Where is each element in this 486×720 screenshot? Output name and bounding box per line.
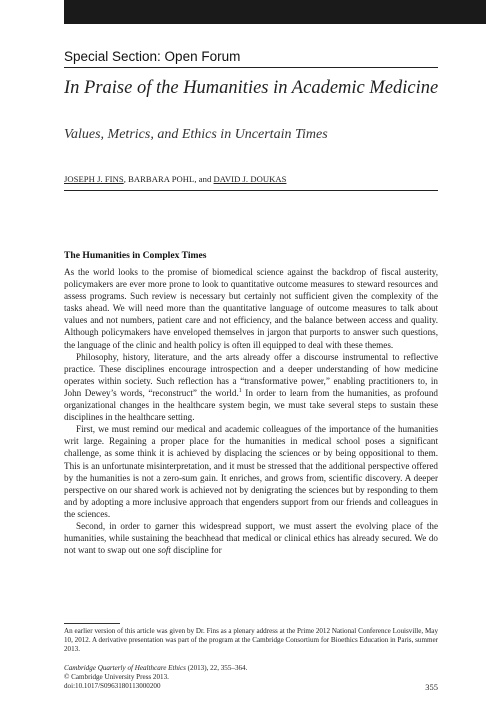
doi[interactable]: doi:10.1017/S0963180113000200 bbox=[64, 682, 161, 691]
paragraph-text: In order to learn from the humanities, as profound organizational changes in the healthcare system begin, we must take several steps to sustain these disciplines in the healthcare setting. bbox=[64, 387, 438, 423]
journal-issue: (2013), 22, 355–364. bbox=[185, 664, 248, 672]
page-number: 355 bbox=[425, 682, 438, 692]
paragraph bbox=[64, 351, 438, 424]
author-line bbox=[64, 174, 286, 184]
paragraph bbox=[64, 520, 438, 556]
footnote: An earlier version of this article was given by Dr. Fins as a plenary address at the Prime 2012 National Conference Louisville, May 10, 2012. A derivative presentation was part of the program at the Cambridge Consortium for Bioethics Education in Paris, summer 2013. bbox=[64, 627, 438, 654]
article-body bbox=[64, 266, 438, 556]
author-link-doukas[interactable]: DAVID J. DOUKAS bbox=[213, 174, 287, 184]
reference-marker[interactable]: 1 bbox=[238, 387, 242, 394]
author-pohl: BARBARA POHL bbox=[128, 174, 195, 184]
section-rule bbox=[64, 67, 438, 68]
footnote-rule bbox=[64, 623, 120, 624]
article-title: In Praise of the Humanities in Academic Medicine bbox=[64, 78, 439, 98]
journal-citation bbox=[64, 664, 438, 673]
author-separator: , bbox=[123, 174, 129, 184]
header-bar bbox=[64, 0, 486, 24]
author-separator: , and bbox=[194, 174, 214, 184]
copyright: © Cambridge University Press 2013. bbox=[64, 673, 169, 682]
section-label: Special Section: Open Forum bbox=[64, 49, 241, 64]
paragraph-text: discipline for bbox=[170, 545, 222, 556]
journal-info bbox=[64, 664, 438, 691]
paragraph-text: Second, in order to garner this widespread support, we must assert the evolving place of the humanities, while sustaining the beachhead that medical or clinical ethics has already secured. We do not want to swap out one bbox=[64, 520, 438, 556]
authors-rule bbox=[64, 190, 438, 191]
emphasis-text: soft bbox=[157, 545, 171, 556]
paragraph-text: Philosophy, history, literature, and the arts already offer a discourse instrumental to reflective practice. These disciplines encourage introspection and a deeper understanding of how medicine operates within society. Such reflection has a “transformative power,” enabling practitioners to, in John Dewey’s words, “reconstruct” the world. bbox=[64, 351, 438, 398]
journal-name: Cambridge Quarterly of Healthcare Ethics bbox=[64, 664, 186, 672]
section-heading: The Humanities in Complex Times bbox=[64, 250, 207, 261]
paragraph: As the world looks to the promise of biomedical science against the backdrop of fiscal austerity, policymakers are ever more prone to look to quantitative outcome measures to steward resources and assess programs. Such review is necessary but certainly not sufficient given the complexity of the tasks ahead. We will need more than the quantitative language of outcome measures to talk about values and not numbers, patient care and not efficiency, and the balance between access and quality. Although policymakers have enveloped themselves in jargon that purports to answer such questions, the language of the clinic and health policy is often ill equipped to deal with these themes. bbox=[64, 267, 438, 350]
author-link-fins[interactable]: JOSEPH J. FINS bbox=[64, 174, 124, 184]
paragraph: First, we must remind our medical and academic colleagues of the importance of the humanities writ large. Regaining a proper place for the humanities in medical school poses a significant challenge, as some think it is achieved by displacing the sciences or by being oppositional to them. This is an unfortunate misinterpretation, and it must be stressed that the additional perspective offered by the humanities is not a zero-sum gain. It enriches, and grows from, scientific discovery. A deeper perspective on our shared work is achieved not by denigrating the sciences but by responding to them and by adopting a more inclusive approach that engenders support from our friends and colleagues in the sciences. bbox=[64, 424, 438, 519]
article-subtitle: Values, Metrics, and Ethics in Uncertain Times bbox=[64, 127, 328, 142]
